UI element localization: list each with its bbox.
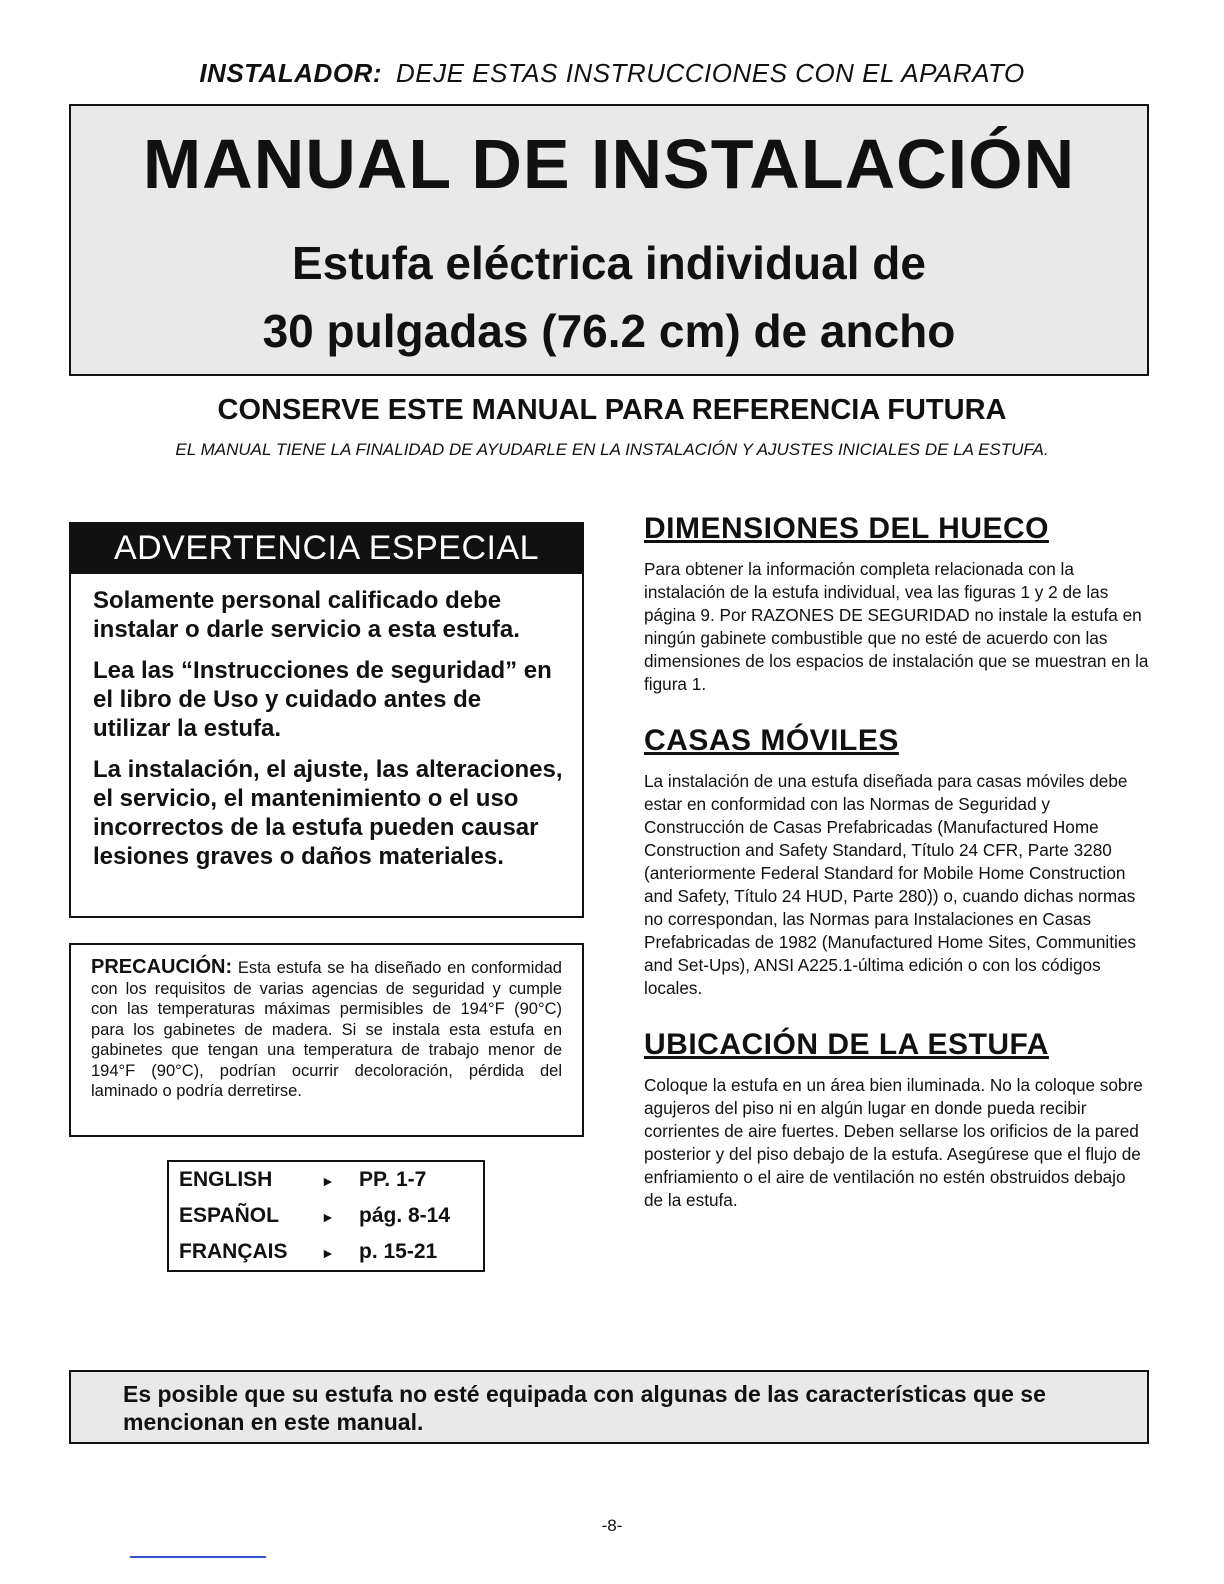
- warning-paragraph: Lea las “Instrucciones de seguridad” en el libro de Uso y cuidado antes de utilizar la estufa.: [93, 657, 552, 742]
- section-text: Para obtener la información completa relacionada con la instalación de la estufa individual, vea las figuras 1 y 2 de las página 9. Por RAZONES DE SEGURIDAD no instale la estufa en ningún gabinete combustible que no esté de acuerdo con las dimensiones de los espacios de instalación que se muestran en la figura 1.: [644, 559, 1149, 694]
- arrow-icon: ►: [321, 1245, 335, 1261]
- section-heading: DIMENSIONES DEL HUECO: [644, 512, 1049, 545]
- keep-manual-heading: CONSERVE ESTE MANUAL PARA REFERENCIA FUTURA: [217, 394, 1007, 426]
- language-name: ENGLISH: [179, 1168, 273, 1191]
- language-pages: PP. 1-7: [359, 1168, 427, 1191]
- page-number: -8-: [601, 1516, 623, 1535]
- features-note: Es posible que su estufa no esté equipada con algunas de las características que se mencionan en este manual.: [69, 1370, 1149, 1444]
- section-text: Coloque la estufa en un área bien iluminada. No la coloque sobre agujeros del piso ni en algún lugar en donde pueda recibir corrientes de aire fuertes. Deben sellarse los orificios de la pared posterior y del piso debajo de la estufa. Asegúrese que el flujo de enfriamiento o el aire de ventilación no estén obstruidos debajo de la estufa.: [644, 1075, 1143, 1210]
- warning-paragraph: Solamente personal calificado debe instalar o darle servicio a esta estufa.: [93, 587, 520, 643]
- page-title: MANUAL DE INSTALACIÓN: [142, 125, 1076, 203]
- language-name: ESPAÑOL: [179, 1204, 279, 1227]
- special-warning-box: [69, 522, 584, 918]
- section-heading: UBICACIÓN DE LA ESTUFA: [644, 1028, 1049, 1061]
- caution-box: [69, 943, 584, 1137]
- installer-label: INSTALADOR:: [199, 58, 382, 88]
- warning-body: [93, 586, 563, 883]
- section-dimensions: [644, 512, 1149, 696]
- language-pages: p. 15-21: [359, 1240, 438, 1263]
- title-box: [69, 104, 1149, 376]
- language-index: [167, 1160, 485, 1272]
- title-subtitle-line1: Estufa eléctrica individual de: [292, 237, 926, 289]
- language-pages: pág. 8-14: [359, 1204, 451, 1227]
- section-location: [644, 1028, 1149, 1212]
- footnote-rule: [130, 1556, 266, 1558]
- installer-notice: [0, 58, 1224, 89]
- warning-paragraph: La instalación, el ajuste, las alteraciones, el servicio, el mantenimiento o el uso incorrectos de la estufa pueden causar lesiones graves o daños materiales.: [93, 756, 563, 870]
- section-text: La instalación de una estufa diseñada para casas móviles debe estar en conformidad con las Normas de Seguridad y Construcción de Casas Prefabricadas (Manufactured Home Construction and Safety Standard, Título 24 CFR, Parte 3280 (anteriormente Federal Standard for Mobile Home Construction and Safety, Título 24 HUD, Parte 280)) o, cuando dichas normas no correspondan, las Normas para Instalaciones en Casas Prefabricadas de 1982 (Manufactured Home Sites, Communities and Set-Ups), ANSI A225.1-última edición o con los códigos locales.: [644, 771, 1136, 998]
- warning-heading: ADVERTENCIA ESPECIAL: [69, 522, 584, 574]
- arrow-icon: ►: [321, 1173, 335, 1189]
- installer-text: DEJE ESTAS INSTRUCCIONES CON EL APARATO: [395, 58, 1025, 88]
- section-heading: CASAS MÓVILES: [644, 724, 899, 757]
- language-name: FRANÇAIS: [179, 1240, 288, 1263]
- right-column: [644, 512, 1149, 1240]
- section-mobile-homes: [644, 724, 1149, 1000]
- manual-purpose: EL MANUAL TIENE LA FINALIDAD DE AYUDARLE EN LA INSTALACIÓN Y AJUSTES INICIALES DE LA ESTUFA.: [175, 440, 1049, 459]
- arrow-icon: ►: [321, 1209, 335, 1225]
- title-subtitle-line2: 30 pulgadas (76.2 cm) de ancho: [262, 305, 956, 357]
- caution-label: PRECAUCIÓN:: [91, 956, 233, 978]
- caution-text: Esta estufa se ha diseñado en conformidad con los requisitos de varias agencias de seguridad y cumple con las temperaturas máximas permisibles de 194°F (90°C) para los gabinetes de madera. Si se instala esta estufa en gabinetes que tengan una temperatura de trabajo menor de 194°F (90°C), podrían ocurrir decoloración, pérdida del laminado o podría derretirse.: [91, 959, 562, 1100]
